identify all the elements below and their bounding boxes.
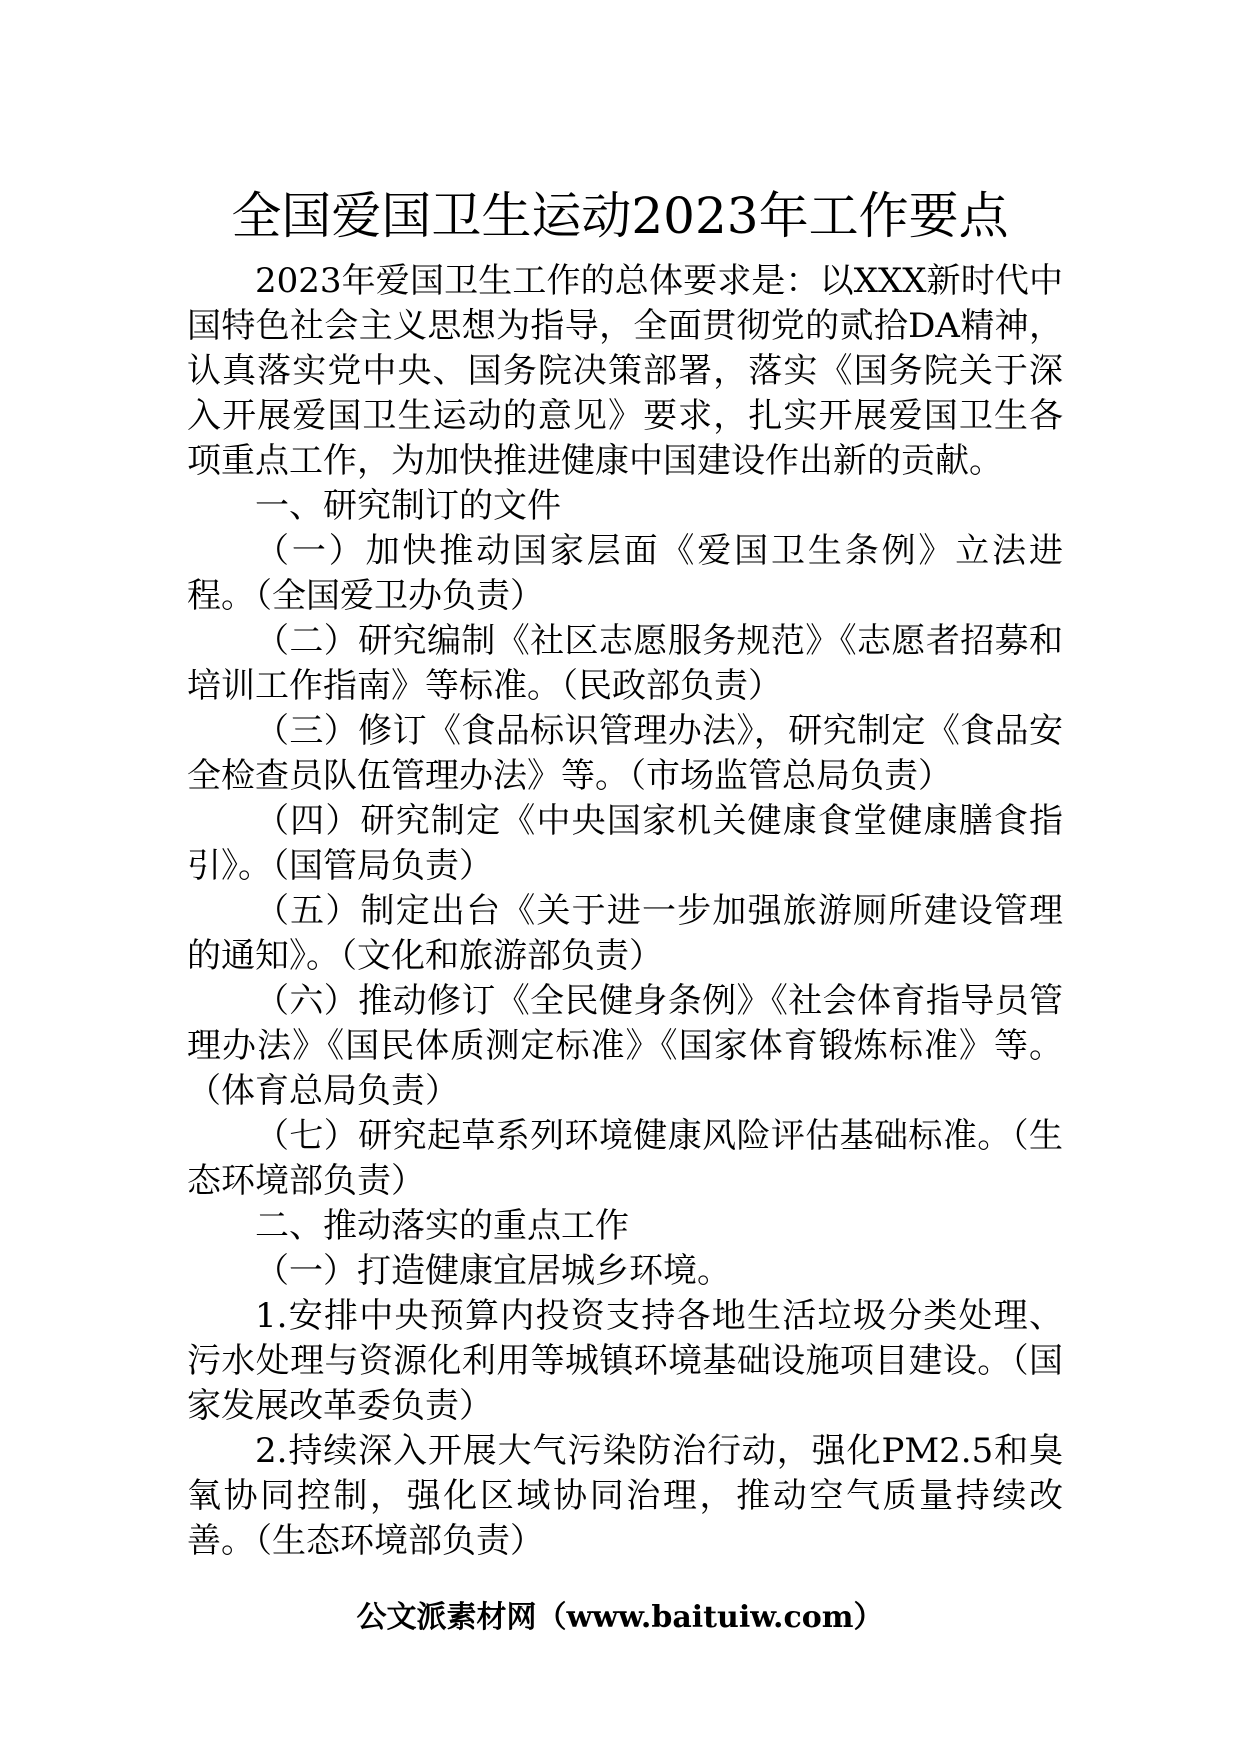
paragraph-item: （七）研究起草系列环境健康风险评估基础标准。（生态环境部负责） xyxy=(187,1116,1063,1201)
section-heading-1: 一、研究制订的文件 xyxy=(255,486,561,526)
paragraph-item: （六）推动修订《全民健身条例》《社会体育指导员管理办法》《国民体质测定标准》《国家体育锻炼标准》等。（体育总局负责） xyxy=(187,981,1063,1111)
document-body xyxy=(187,259,1063,1564)
paragraph-item: （二）研究编制《社区志愿服务规范》《志愿者招募和培训工作指南》等标准。（民政部负责） xyxy=(187,621,1063,706)
paragraph-item: （五）制定出台《关于进一步加强旅游厕所建设管理的通知》。（文化和旅游部负责） xyxy=(187,891,1063,976)
document-title: 全国爱国卫生运动2023年工作要点 xyxy=(231,187,1009,245)
paragraph-item: 2.持续深入开展大气污染防治行动，强化PM2.5和臭氧协同控制，强化区域协同治理，推动空气质量持续改善。（生态环境部负责） xyxy=(187,1431,1063,1561)
paragraph-item: 1.安排中央预算内投资支持各地生活垃圾分类处理、污水处理与资源化利用等城镇环境基础设施项目建设。（国家发展改革委负责） xyxy=(187,1296,1063,1426)
paragraph-intro: 2023年爱国卫生工作的总体要求是：以XXX新时代中国特色社会主义思想为指导，全面贯彻党的贰拾DA精神，认真落实党中央、国务院决策部署，落实《国务院关于深入开展爱国卫生运动的意见》要求，扎实开展爱国卫生各项重点工作，为加快推进健康中国建设作出新的贡献。 xyxy=(187,261,1063,481)
paragraph-item: （一）加快推动国家层面《爱国卫生条例》立法进程。（全国爱卫办负责） xyxy=(187,531,1063,616)
paragraph-item: （四）研究制定《中央国家机关健康食堂健康膳食指引》。（国管局负责） xyxy=(187,801,1063,886)
subsection-heading: （一）打造健康宜居城乡环境。 xyxy=(255,1251,731,1291)
paragraph-item: （三）修订《食品标识管理办法》，研究制定《食品安全检查员队伍管理办法》等。（市场监管总局负责） xyxy=(187,711,1063,796)
section-heading-2: 二、推动落实的重点工作 xyxy=(255,1206,629,1246)
footer-watermark: 公文派素材网（www.baituiw.com） xyxy=(356,1600,884,1635)
